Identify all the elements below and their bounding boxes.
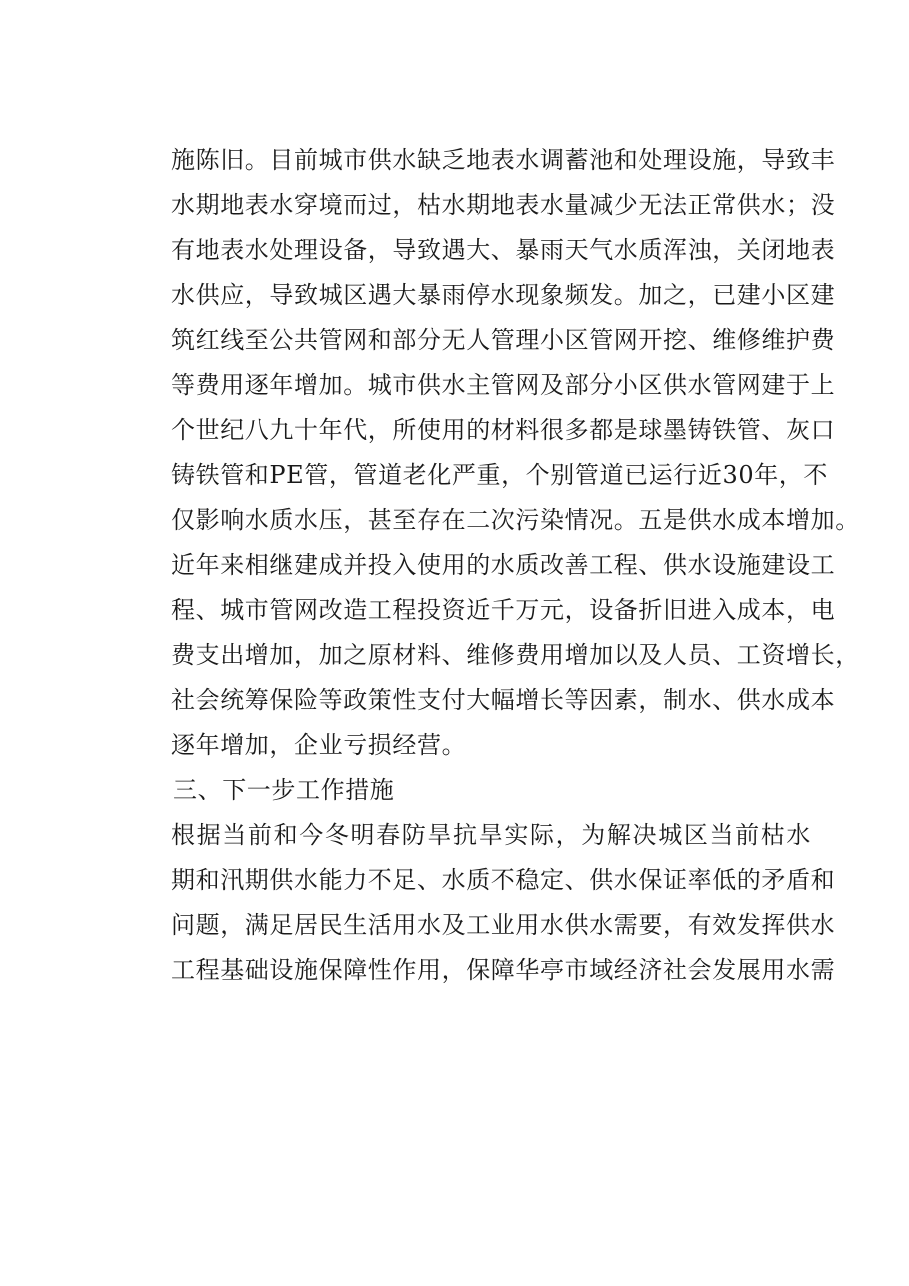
text-line: 施陈旧。目前城市供水缺乏地表水调蓄池和处理设施，导致丰 xyxy=(171,146,836,174)
text-line: 仅影响水质水压，甚至存在二次污染情况。五是供水成本增加。 xyxy=(171,506,860,534)
text-line: 逐年增加，企业亏损经营。 xyxy=(171,731,467,759)
text-line: 程、城市管网改造工程投资近千万元，设备折旧进入成本，电 xyxy=(171,596,836,624)
text-line: 等费用逐年增加。城市供水主管网及部分小区供水管网建于上 xyxy=(171,371,836,399)
text-line: 筑红线至公共管网和部分无人管理小区管网开挖、维修维护费 xyxy=(171,326,836,354)
text-line: 铸铁管和PE管，管道老化严重，个别管道已运行近30年，不 xyxy=(171,461,829,489)
text-line: 费支出增加，加之原材料、维修费用增加以及人员、工资增长， xyxy=(171,641,860,669)
text-line: 近年来相继建成并投入使用的水质改善工程、供水设施建设工 xyxy=(171,551,836,579)
text-line: 问题，满足居民生活用水及工业用水供水需要，有效发挥供水 xyxy=(171,911,836,939)
text-line: 水供应，导致城区遇大暴雨停水现象频发。加之，已建小区建 xyxy=(171,281,836,309)
section-heading: 三、下一步工作措施 xyxy=(173,776,395,804)
text-line: 期和汛期供水能力不足、水质不稳定、供水保证率低的矛盾和 xyxy=(171,866,836,894)
document-body xyxy=(171,138,860,993)
text-line: 工程基础设施保障性作用，保障华亭市域经济社会发展用水需 xyxy=(171,956,836,984)
text-line: 根据当前和今冬明春防旱抗旱实际，为解决城区当前枯水 xyxy=(171,821,811,849)
text-line: 有地表水处理设备，导致遇大、暴雨天气水质浑浊，关闭地表 xyxy=(171,236,836,264)
text-line: 水期地表水穿境而过，枯水期地表水量减少无法正常供水；没 xyxy=(171,191,836,219)
text-line: 个世纪八九十年代，所使用的材料很多都是球墨铸铁管、灰口 xyxy=(171,416,836,444)
text-line: 社会统筹保险等政策性支付大幅增长等因素，制水、供水成本 xyxy=(171,686,836,714)
